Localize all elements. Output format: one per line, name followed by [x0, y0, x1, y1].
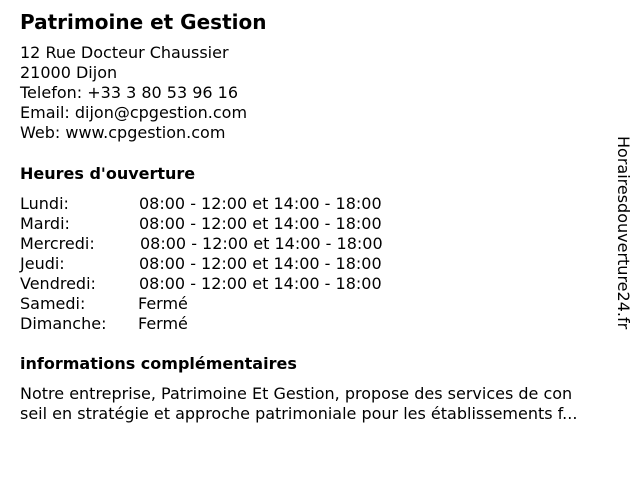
time-range: Fermé	[138, 314, 188, 333]
time-range: 08:00 - 12:00 et 14:00 - 18:00	[140, 234, 383, 253]
additional-info-heading: informations complémentaires	[20, 354, 297, 373]
opening-hours-table	[20, 194, 440, 334]
watermark-text: Horairesdouverture24.fr	[614, 136, 633, 330]
day-label: Vendredi:	[20, 274, 96, 293]
business-description	[20, 384, 624, 424]
email-address: Email: dijon@cpgestion.com	[20, 103, 248, 122]
city-postcode: 21000 Dijon	[20, 63, 118, 82]
hours-row-tuesday	[20, 214, 440, 234]
day-label: Mercredi:	[20, 234, 95, 253]
day-label: Dimanche:	[20, 314, 107, 333]
time-range: Fermé	[138, 294, 188, 313]
hours-row-wednesday	[20, 234, 440, 254]
time-range: 08:00 - 12:00 et 14:00 - 18:00	[139, 194, 382, 213]
website: Web: www.cpgestion.com	[20, 123, 226, 142]
hours-row-sunday	[20, 314, 440, 334]
opening-hours-heading: Heures d'ouverture	[20, 164, 196, 183]
hours-row-monday	[20, 194, 440, 214]
day-label: Lundi:	[20, 194, 69, 213]
time-range: 08:00 - 12:00 et 14:00 - 18:00	[139, 274, 382, 293]
day-label: Samedi:	[20, 294, 86, 313]
site-watermark	[613, 136, 633, 344]
hours-row-saturday	[20, 294, 440, 314]
day-label: Jeudi:	[20, 254, 65, 273]
day-label: Mardi:	[20, 214, 70, 233]
time-range: 08:00 - 12:00 et 14:00 - 18:00	[139, 214, 382, 233]
description-line: seil en stratégie et approche patrimoniale pour les établissements f...	[20, 404, 578, 423]
contact-block	[20, 43, 247, 143]
time-range: 08:00 - 12:00 et 14:00 - 18:00	[139, 254, 382, 273]
hours-row-friday	[20, 274, 440, 294]
hours-row-thursday	[20, 254, 440, 274]
business-name: Patrimoine et Gestion	[20, 10, 267, 34]
description-line: Notre entreprise, Patrimoine Et Gestion, propose des services de con	[20, 384, 573, 403]
phone-number: Telefon: +33 3 80 53 96 16	[20, 83, 239, 102]
street-address: 12 Rue Docteur Chaussier	[20, 43, 229, 62]
